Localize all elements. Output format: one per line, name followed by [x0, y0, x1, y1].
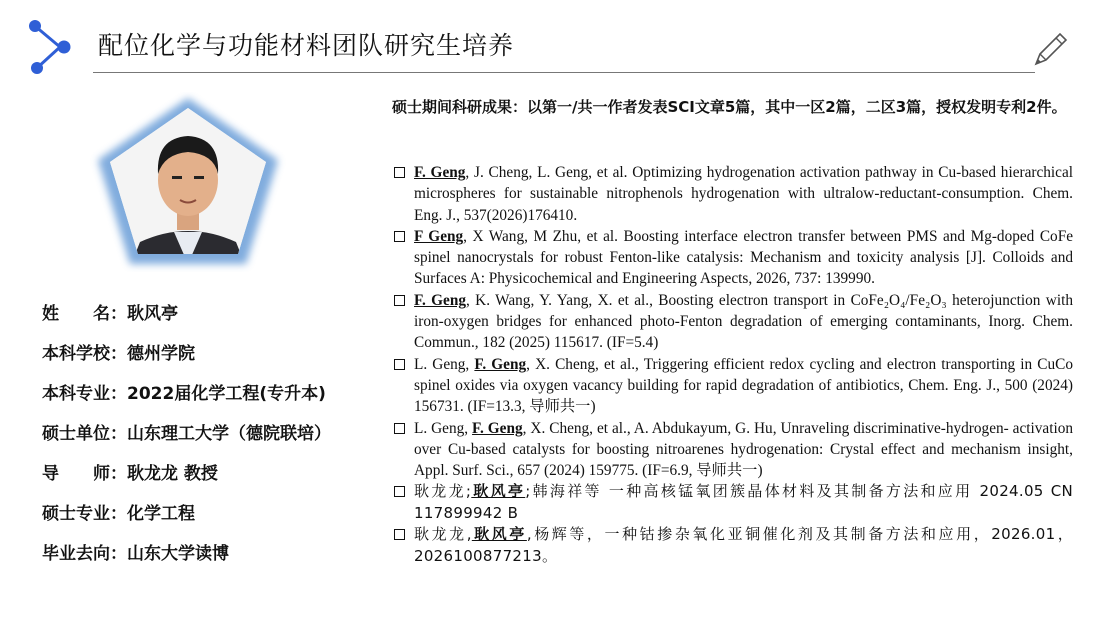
author-highlight: 耿风亭	[471, 482, 526, 501]
profile-value: 耿风亭	[127, 304, 178, 324]
author-highlight: F Geng	[414, 227, 464, 245]
checkbox-bullet-icon	[394, 231, 405, 242]
profile-value: 德州学院	[127, 344, 195, 364]
team-logo-icon	[26, 18, 76, 78]
patent-item: 耿龙龙,耿风亭,杨辉等，一种钴掺杂氧化亚铜催化剂及其制备方法和应用，2026.01，2026100877213。	[393, 524, 1073, 567]
checkbox-bullet-icon	[394, 167, 405, 178]
profile-photo	[88, 92, 288, 272]
research-summary: 硕士期间科研成果：以第一/共一作者发表SCI文章5篇，其中一区2篇，二区3篇，授权发明专利2件。	[392, 98, 1067, 116]
checkbox-bullet-icon	[394, 529, 405, 540]
author-highlight: F. Geng	[414, 291, 466, 309]
profile-row	[42, 460, 331, 500]
page-title: 配位化学与功能材料团队研究生培养	[98, 31, 515, 60]
profile-info	[42, 300, 331, 580]
profile-row	[42, 380, 331, 420]
checkbox-bullet-icon	[394, 486, 405, 497]
profile-value: 化学工程	[127, 504, 195, 524]
checkbox-bullet-icon	[394, 423, 405, 434]
profile-value: 2022届化学工程(专升本)	[127, 384, 326, 404]
publication-item: F. Geng, K. Wang, Y. Yang, X. et al., Boosting electron transport in CoFe₂O₄/Fe₂O₃ heterojunction with iron-oxygen bridges for enhanced photo-Fenton degradation of emerging contaminants, Inorg. Chem. Commun., 182 (2025) 115617. (IF=5.4)	[393, 290, 1073, 354]
pen-icon	[1030, 30, 1070, 70]
profile-label: 本科学校：	[42, 344, 127, 364]
patent-item: 耿龙龙;耿风亭;韩海祥等 一种高核锰氧团簇晶体材料及其制备方法和应用 2024.05 CN 117899942 B	[393, 481, 1073, 524]
profile-row	[42, 340, 331, 380]
profile-value: 山东大学读博	[127, 544, 229, 564]
profile-label: 硕士专业：	[42, 504, 127, 524]
profile-value: 耿龙龙 教授	[127, 464, 218, 484]
profile-value: 山东理工大学（德院联培）	[127, 424, 331, 444]
checkbox-bullet-icon	[394, 295, 405, 306]
author-highlight: F. Geng	[414, 164, 466, 181]
profile-label: 本科专业：	[42, 384, 127, 404]
author-highlight: F. Geng	[472, 419, 523, 437]
publication-list	[393, 162, 1073, 567]
profile-label: 硕士单位：	[42, 424, 127, 444]
profile-row	[42, 300, 331, 340]
profile-label: 姓 名：	[42, 304, 127, 324]
profile-row	[42, 420, 331, 460]
publication-item: F Geng, X Wang, M Zhu, et al. Boosting interface electron transfer between PMS and Mg-doped CoFe spinel nanocrystals for robust Fenton-like catalysis: Mechanism and toxicity analysis [J]. Colloids and Surfaces A: Physicochemical and Engineering Aspects, 2026, 737: 139990.	[393, 226, 1073, 290]
profile-label: 导 师：	[42, 464, 127, 484]
author-highlight: 耿风亭	[471, 525, 527, 544]
publication-item: L. Geng, F. Geng, X. Cheng, et al., A. Abdukayum, G. Hu, Unraveling discriminative-hydrogen- activation over Cu-based catalysts for boosting nitroarenes hydrogenation: Crystal effect and mechanism insight, Appl. Surf. Sci., 657 (2024) 159775. (IF=6.9, 导师共一)	[393, 418, 1073, 482]
profile-label: 毕业去向：	[42, 544, 127, 564]
profile-row	[42, 500, 331, 540]
publication-item: L. Geng, F. Geng, X. Cheng, et al., Triggering efficient redox cycling and electron transporting in CuCo spinel oxides via oxygen vacancy building for rapid degradation of antibiotics, Chem. Eng. J., 500 (2024) 156731. (IF=13.3, 导师共一)	[393, 354, 1073, 418]
title-divider	[93, 72, 1035, 73]
checkbox-bullet-icon	[394, 359, 405, 370]
profile-row	[42, 540, 331, 580]
publication-item: F. Geng, J. Cheng, L. Geng, et al. Optimizing hydrogenation activation pathway in Cu-based hierarchical microspheres for sustainable nitrophenols hydrogenation with ultralow-reductant-consumption. Chem. Eng. J., 537(2026)176410.	[393, 162, 1073, 226]
author-highlight: F. Geng	[474, 355, 527, 373]
